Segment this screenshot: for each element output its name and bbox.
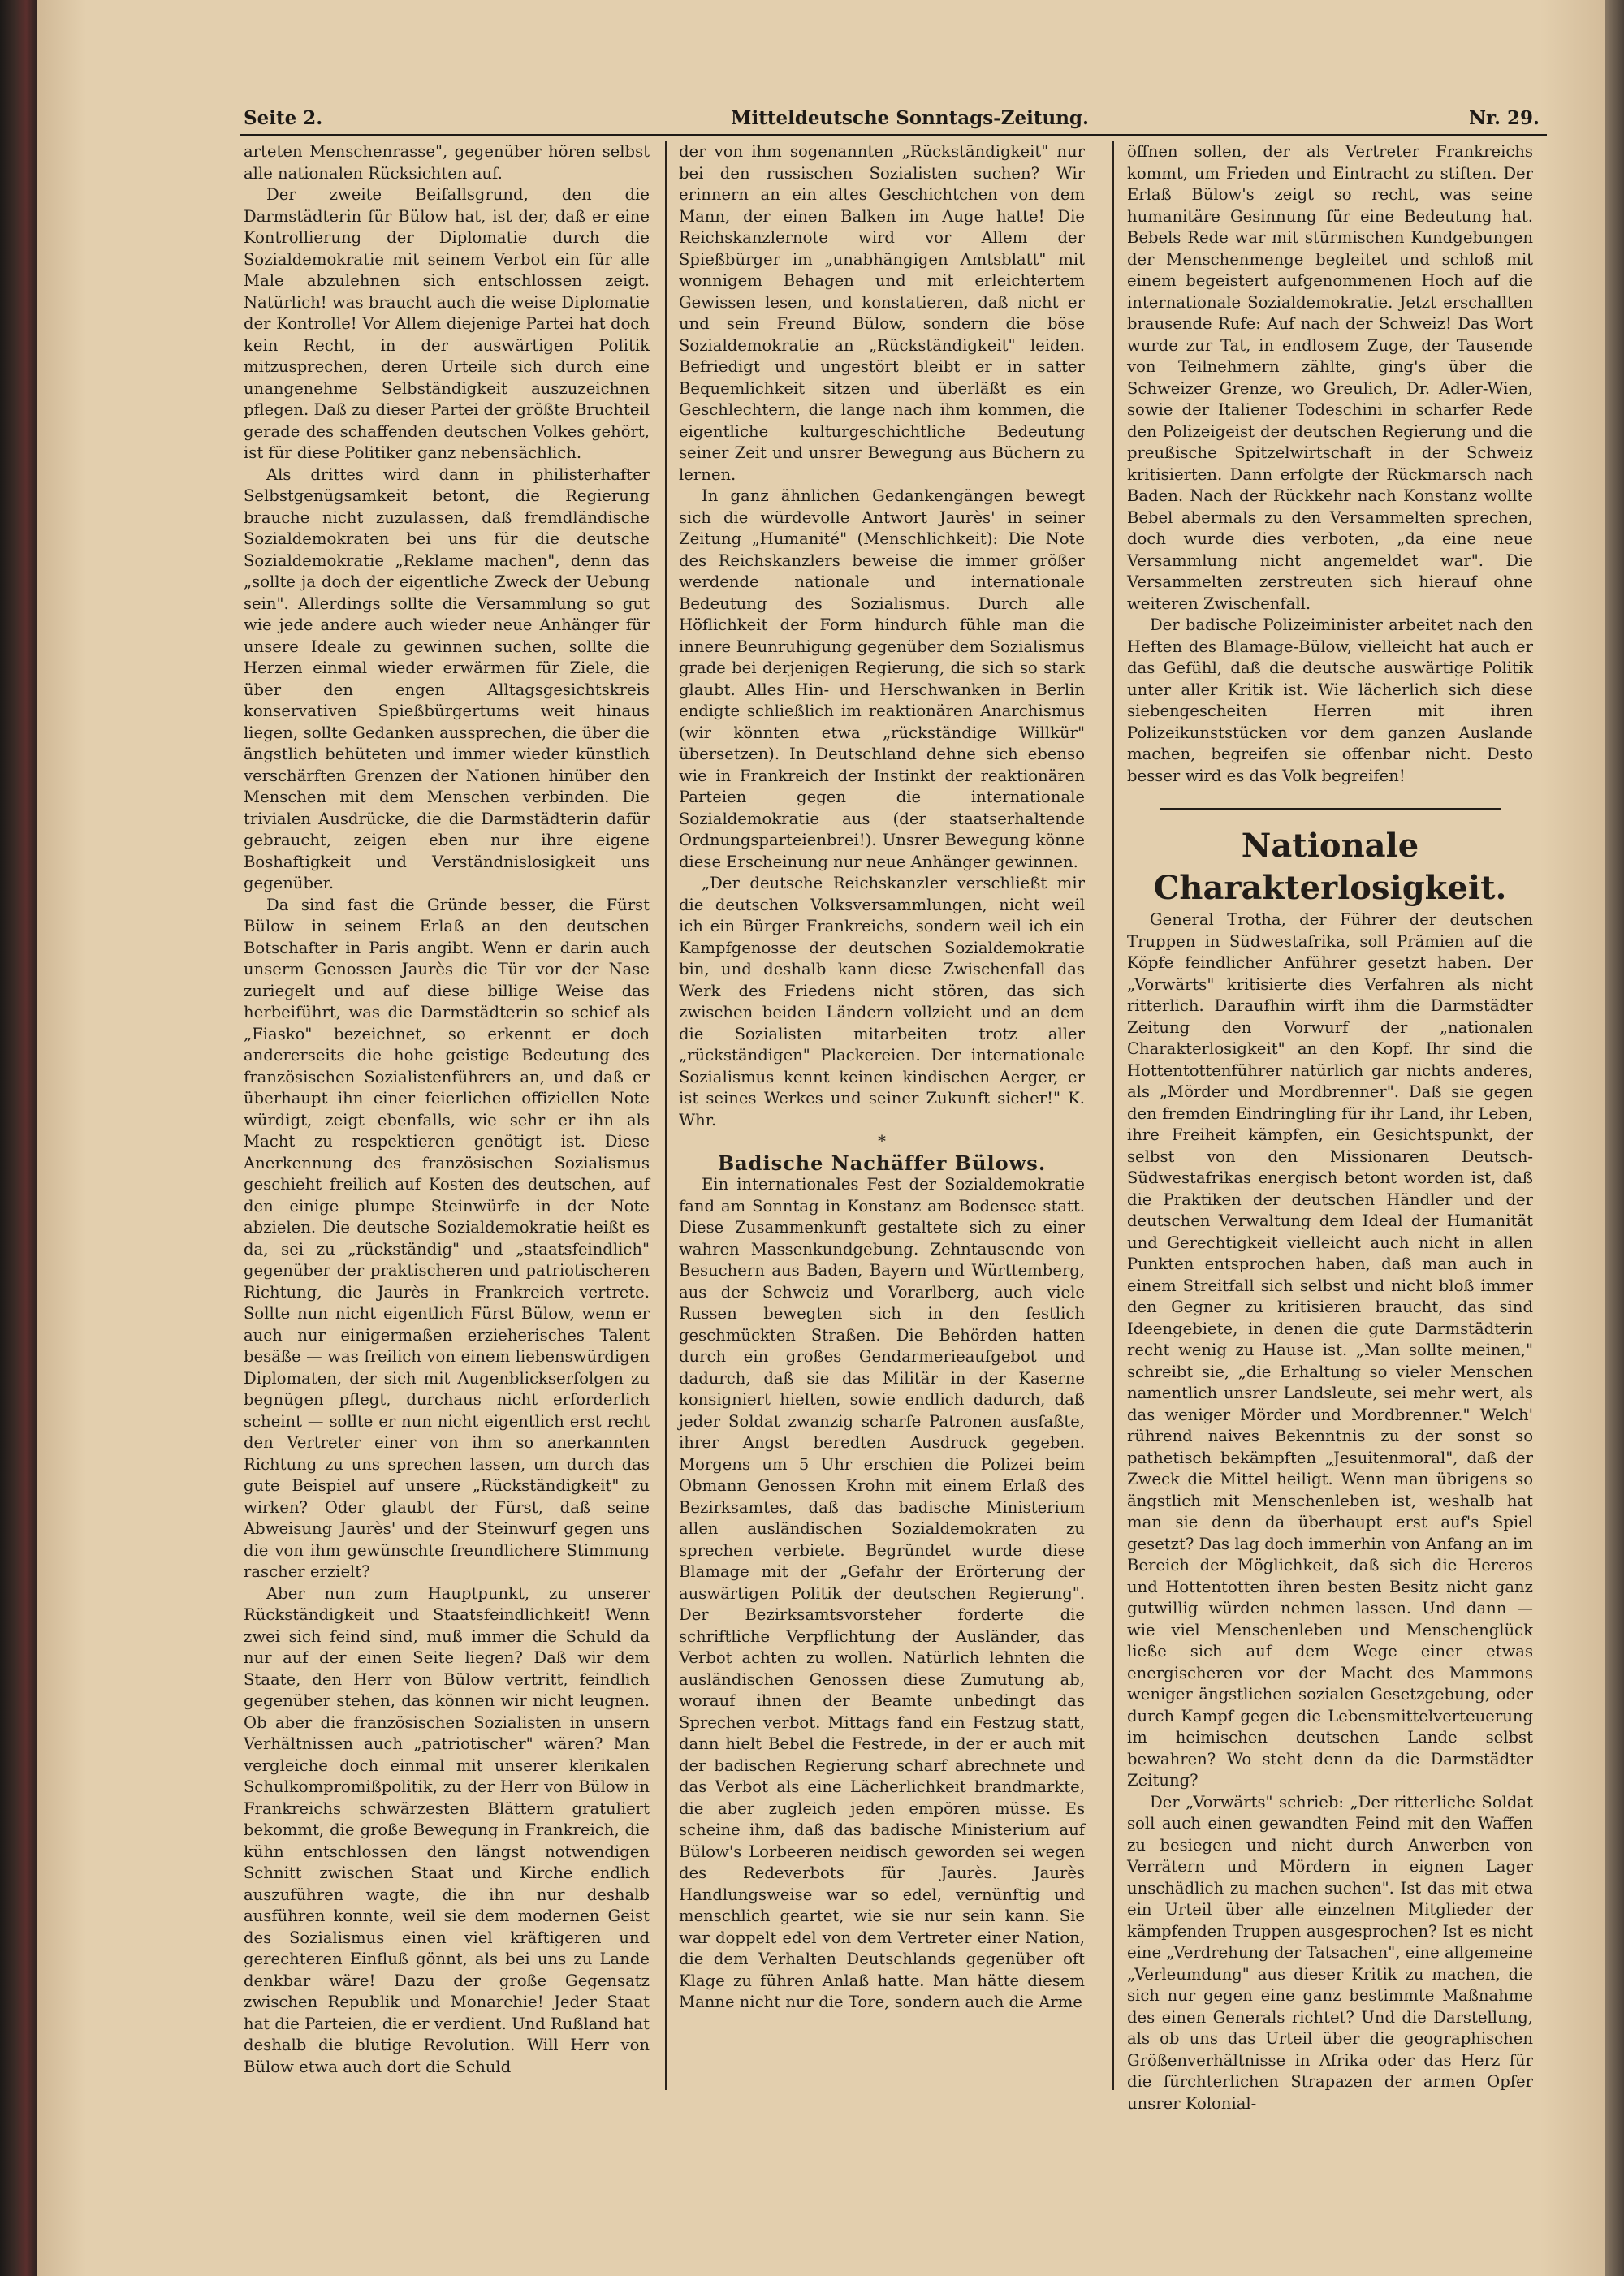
paragraph: Aber nun zum Hauptpunkt, zu unserer Rückständigkeit und Staatsfeindlichkeit! Wenn zwei sich feind sind, muß immer die Schuld da nur auf der einen Seite liegen? Daß wir dem Staate, den Herr von Bülow vertritt, feindlich gegenüber stehen, das können wir nicht leugnen. Ob aber die französischen Sozialisten in unsern Verhältnissen auch „patriotischer" wären? Man vergleiche doch einmal mit unserer klerikalen Schulkompromißpolitik, zu der Herr von Bülow in Frankreichs schwärzesten Blättern gratuliert bekommt, die große Bewegung in Frankreich, die kühn entschlossen den längst notwendigen Schnitt zwischen Staat und Kirche endlich auszuführen wagte, die ihn nur deshalb ausführen konnte, weil sie dem modernen Geist des Sozialismus einen viel kräftigeren und gerechteren Einfluß gönnt, als bei uns zu Lande denkbar wäre! Dazu der große Gegensatz zwischen Republik und Monarchie! Jeder Staat hat die Parteien, die er verdient. Und Rußland hat deshalb die blutige Revolution. Will Herr von Bülow etwa auch dort die Schuld bbox=[244, 1583, 650, 2076]
header-rule bbox=[240, 134, 1547, 140]
paragraph: Der zweite Beifallsgrund, den die Darmstädterin für Bülow hat, ist der, daß er eine Kontrollierung der Diplomatie durch die Sozialdemokratie mit seinem Verbot ein für alle Male abzulehnen sich entschlossen zeigt. Natürlich! was braucht auch die weise Diplomatie der Kontrolle! Vor Allem diejenige Partei hat doch kein Recht, in der auswärtigen Politik mitzusprechen, deren Urteile sich durch eine unangenehme Selbständigkeit auszuzeichnen pflegen. Daß zu dieser Partei der größte Bruchteil gerade des schaffenden deutschen Volkes gehört, ist für diese Politiker ganz nebensächlich. bbox=[244, 185, 650, 462]
column-3 bbox=[1127, 141, 1533, 2113]
book-binding bbox=[0, 0, 37, 2276]
paragraph: Da sind fast die Gründe besser, die Fürst Bülow in seinem Erlaß an den deutschen Botschafter in Paris angibt. Wenn er darin auch unserm Genossen Jaurès die Tür vor der Nase zuriegelt und auf diese billige Weise das herbeiführt, was die Darmstädterin so schief als „Fiasko" bezeichnet, so erkennt er doch andererseits die hohe geistige Bedeutung des französischen Sozialistenführers an, und daß er überhaupt ihn einer feierlichen offiziellen Note würdigt, zeigt ebenfalls, wie sehr er ihn als Macht zu respektieren genötigt ist. Diese Anerkennung des französischen Sozialismus geschieht freilich auf Kosten des deutschen, auf den einige plumpe Steinwürfe in der Note abzielen. Die deutsche Sozialdemokratie heißt es da, sei zu „rückständig" und „staatsfeindlich" gegenüber der praktischeren und patriotischeren Richtung, die Jaurès in Frankreich vertrete. Sollte nun nicht eigentlich Fürst Bülow, wenn er auch nur einigermaßen erzieherisches Talent besäße — was freilich von einem liebenswürdigen Diplomaten, der sich mit Augenblickserfolgen zu begnügen pflegt, durchaus nicht erforderlich scheint — sollte er nun nicht eigentlich erst recht den Vertreter einer von ihm so anerkannten Richtung zu uns sprechen lassen, um durch das gute Beispiel auf unsere „Rückständigkeit" zu wirken? Oder glaubt der Fürst, daß seine Abweisung Jaurès' und der Steinwurf gegen uns die von ihm gewünschte freundlichere Stimmung rascher erzielt? bbox=[244, 895, 650, 1581]
column-2 bbox=[679, 141, 1085, 2074]
paragraph: Als drittes wird dann in philisterhafter Selbstgenügsamkeit betont, die Regierung brauche nicht zuzulassen, daß fremdländische Sozialdemokraten bei uns für die deutsche Sozialdemokratie „Reklame machen", denn das „sollte ja doch der eigentliche Zweck der Uebung sein". Allerdings sollte die Versammlung so gut wie jede andere auch wieder neue Anhänger für unsere Ideale zu gewinnen suchen, sollte die Herzen einmal wieder erwärmen für Ziele, die über den engen Alltagsgesichtskreis konservativen Spießbürgertums weit hinaus liegen, sollte Gedanken aussprechen, die über die ängstlich behüteten und immer wieder künstlich verschärften Grenzen der Nationen hinüber den Menschen mit dem Menschen verbinden. Die trivialen Ausdrücke, die die Darmstädterin dafür gebraucht, zeigen eben nur ihre eigene Boshaftigkeit und Verständnislosigkeit uns gegenüber. bbox=[244, 464, 650, 892]
paragraph: Ein internationales Fest der Sozialdemokratie fand am Sonntag in Konstanz am Bodensee statt. Diese Zusammenkunft gestaltete sich zu einer wahren Massenkundgebung. Zehntausende von Besuchern aus Baden, Bayern und Württemberg, aus der Schweiz und Vorarlberg, auch viele Russen bewegten sich in den festlich geschmückten Straßen. Die Behörden hatten durch ein großes Gendarmerieaufgebot und dadurch, daß sie das Militär in der Kaserne konsigniert hielten, sowie endlich dadurch, daß jeder Soldat zwanzig scharfe Patronen ausfaßte, ihrer Angst beredten Ausdruck gegeben. Morgens um 5 Uhr erschien die Polizei beim Obmann Genossen Krohn mit einem Erlaß des Bezirksamtes, daß das badische Ministerium allen ausländischen Sozialdemokraten zu sprechen verbiete. Begründet wurde diese Blamage mit der „Gefahr der Erörterung der auswärtigen Politik der deutschen Regierung". Der Bezirksamtsvorsteher forderte die schriftliche Verpflichtung der Ausländer, das Verbot achten zu wollen. Natürlich lehnten die ausländischen Genossen diese Zumutung ab, worauf ihnen der Beamte unbedingt das Sprechen verbot. Mittags fand ein Festzug statt, dann hielt Bebel die Festrede, in der er auch mit der badischen Regierung scharf abrechnete und das Verbot als eine Lächerlichkeit brandmarkte, die aber zugleich jeden empören müsse. Es scheine ihm, daß das badische Ministerium auf Bülow's Lorbeeren neidisch geworden sei wegen des Redeverbots für Jaurès. Jaurès Handlungsweise war so edel, vernünftig und menschlich geartet, wie sie nur sein kann. Sie war doppelt edel von dem Vertreter einer Nation, die dem Verhalten Deutschlands gegenüber oft Klage zu führen Anlaß hatte. Man hätte diesem Manne nicht nur die Tore, sondern auch die Arme bbox=[679, 1175, 1085, 2011]
paragraph: öffnen sollen, der als Vertreter Frankreichs kommt, um Frieden und Eintracht zu stiften. Der Erlaß Bülow's zeigt so recht, was seine humanitäre Gesinnung für eine Bedeutung hat. Bebels Rede war mit stürmischen Kundgebungen der Menschenmenge begleitet und schloß mit einem begeistert aufgenommenen Hoch auf die internationale Sozialdemokratie. Jetzt erschallten brausende Rufe: Auf nach der Schweiz! Das Wort wurde zur Tat, in endlosem Zuge, der Tausende von Teilnehmern zählte, ging's über die Schweizer Grenze, wo Greulich, Dr. Adler-Wien, sowie der Italiener Todeschini in scharfer Rede den Polizeigeist der deutschen Regierung und die preußische Spitzelwirtschaft in der Schweiz kritisierten. Dann erfolgte der Rückmarsch nach Baden. Nach der Rückkehr nach Konstanz wollte Bebel abermals zu den Versammelten sprechen, doch wurde dies verboten, „da eine neue Versammlung nicht angemeldet war". Die Versammelten zerstreuten sich hierauf ohne weiteren Zwischenfall. bbox=[1127, 142, 1533, 613]
paragraph: der von ihm sogenannten „Rückständigkeit" nur bei den russischen Sozialisten suchen? Wir erinnern an ein altes Geschichtchen von dem Mann, der einen Balken im Auge hatte! Die Reichskanzlernote wird vor Allem der Spießbürger im „unabhängigen Amtsblatt" mit wonnigem Behagen und mit erleichtertem Gewissen lesen, und konstatieren, daß nicht er und sein Freund Bülow, sondern die böse Sozialdemokratie an „Rückständigkeit" leiden. Befriedigt und ungestört bleibt er in satter Bequemlichkeit sitzen und überläßt es ein Geschlechtern, die lange nach ihm kommen, die eigentliche kulturgeschichtliche Bedeutung seiner Zeit und unsrer Bewegung aus Büchern zu lernen. bbox=[679, 142, 1085, 484]
issue-number: Nr. 29. bbox=[1468, 107, 1540, 129]
paragraph: In ganz ähnlichen Gedankengängen bewegt sich die würdevolle Antwort Jaurès' in seiner Zeitung „Humanité" (Menschlichkeit): Die Note des Reichskanzlers beweise die immer größer werdende nationale und internationale Bedeutung des Sozialismus. Durch alle Höflichkeit der Form hindurch fühle man die innere Beunruhigung gegenüber dem Sozialismus grade bei derjenigen Regierung, die sich so stark glaubt. Alles Hin- und Herschwanken in Berlin endigte schließlich im reaktionären Anarchismus (wir könnten etwa „rückständige Willkür" übersetzen). In Deutschland dehne sich ebenso wie in Frankreich der Instinkt der reaktionären Parteien gegen die internationale Sozialdemokratie aus (der staatserhaltende Ordnungsparteienbrei!). Unsrer Bewegung könne diese Erscheinung nur neue Anhänger gewinnen. bbox=[679, 486, 1085, 871]
paragraph: arteten Menschenrasse", gegenüber hören selbst alle nationalen Rücksichten auf. bbox=[244, 142, 650, 183]
column-separator bbox=[1112, 141, 1114, 2090]
page-edge-shadow bbox=[1605, 0, 1624, 2276]
paragraph: Der badische Polizeiminister arbeitet nach den Heften des Blamage-Bülow, vielleicht hat auch er das Gefühl, daß die deutsche auswärtige Politik unter aller Kritik ist. Wie lächerlich sich diese siebengescheiten Herren mit ihren Polizeikunststücken vor dem ganzen Auslande machen, begreifen sie offenbar nicht. Desto besser wird es das Volk begreifen! bbox=[1127, 615, 1533, 785]
section-separator-star: * bbox=[878, 1132, 886, 1151]
column-1 bbox=[244, 141, 650, 2074]
article-heading: Badische Nachäffer Bülows. bbox=[717, 1151, 1047, 1175]
paragraph: Der „Vorwärts" schrieb: „Der ritterliche Soldat soll auch einen gewandten Feind mit den Waffen zu besiegen und nicht durch Anwerben von Verrätern und Mördern in eignen Lager unschädlich zu machen suchen". Ist das mit etwa ein Urteil über alle einzelnen Mitglieder der kämpfenden Truppen ausgesprochen? Ist es nicht eine „Verdrehung der Tatsachen", eine allgemeine „Verleumdung" aus dieser Kritik zu machen, die sich nur gegen eine ganz bestimmte Maßnahme des einen Generals richtet? Und die Darstellung, als ob uns das Urteil über die geographischen Größenverhältnisse in Afrika oder das Herz für die fürchterlichen Strapazen der armen Opfer unsrer Kolonial- bbox=[1127, 1792, 1533, 2113]
article-title: Nationale Charakterlosigkeit. bbox=[1153, 827, 1507, 907]
article-divider bbox=[1160, 808, 1501, 810]
column-separator bbox=[665, 141, 667, 2090]
paragraph: „Der deutsche Reichskanzler verschließt mir die deutschen Volksversammlungen, nicht weil ich ein Bürger Frankreichs, sondern weil ich ein Kampfgenosse der deutschen Sozialdemokratie bin, und deshalb kann diese Zwischenfall das Werk des Friedens nicht stören, das sich zwischen beiden Ländern vollzieht und an dem die Sozialisten mitarbeiten trotz aller „rückständigen" Plackereien. Der internationale Sozialismus kennt keinen kindischen Aerger, er ist seines Werkes und seiner Zukunft sicher!" K. Whr. bbox=[679, 874, 1085, 1129]
newspaper-title: Mitteldeutsche Sonntags-Zeitung. bbox=[731, 107, 1090, 129]
paragraph: General Trotha, der Führer der deutschen Truppen in Südwestafrika, soll Prämien auf die Köpfe feindlicher Anführer gesetzt haben. Der „Vorwärts" kritisierte dies Verfahren als nicht ritterlich. Daraufhin wirft ihm die Darmstädter Zeitung den Vorwurf der „nationalen Charakterlosigkeit" an den Kopf. Ihr sind die Hottentottenführer natürlich gar nichts anderes, als „Mörder und Mordbrenner". Daß sie gegen den fremden Eindringling für ihr Land, ihr Leben, ihre Freiheit kämpfen, ein Gesichtspunkt, der selbst von den Missionaren Deutsch-Südwestafrikas energisch betont worden ist, daß die Praktiken der deutschen Händler und der deutschen Verwaltung dem Ideal der Humanität und Gerechtigkeit vielleicht auch nicht in allen Punkten entsprochen haben, daß man auch in einem Streitfall sich selbst und nicht bloß immer den Gegner zu kritisieren braucht, das sind Ideengebiete, in denen die gute Darmstädterin recht wenig zu Hause ist. „Man sollte meinen," schreibt sie, „die Erhaltung so vieler Menschen namentlich unsrer Landsleute, sei mehr wert, als das weniger Mörder und Mordbrenner." Welch' rührend naives Bekenntnis zu der sonst so pathetisch bekämpften „Jesuitenmoral", daß der Zweck die Mittel heiligt. Wenn man übrigens so ängstlich mit Menschenleben ist, weshalb hat man sie denn da überhaupt erst auf's Spiel gesetzt? Das lag doch immerhin von Anfang an im Bereich der Möglichkeit, daß sich die Hereros und Hottentotten ihren besten Besitz nicht ganz gutwillig würden nehmen lassen. Und dann — wie viel Menschenleben und Menschenglück ließe sich auf dem Wege einer etwas energischeren vor der Macht des Mammons weniger ängstlichen sozialen Gesetzgebung, oder durch Kampf gegen die Lebensmittelverteuerung im heimischen deutschen Lande selbst bewahren? Wo steht denn da die Darmstädter Zeitung? bbox=[1127, 910, 1533, 1790]
page-number: Seite 2. bbox=[244, 107, 323, 129]
